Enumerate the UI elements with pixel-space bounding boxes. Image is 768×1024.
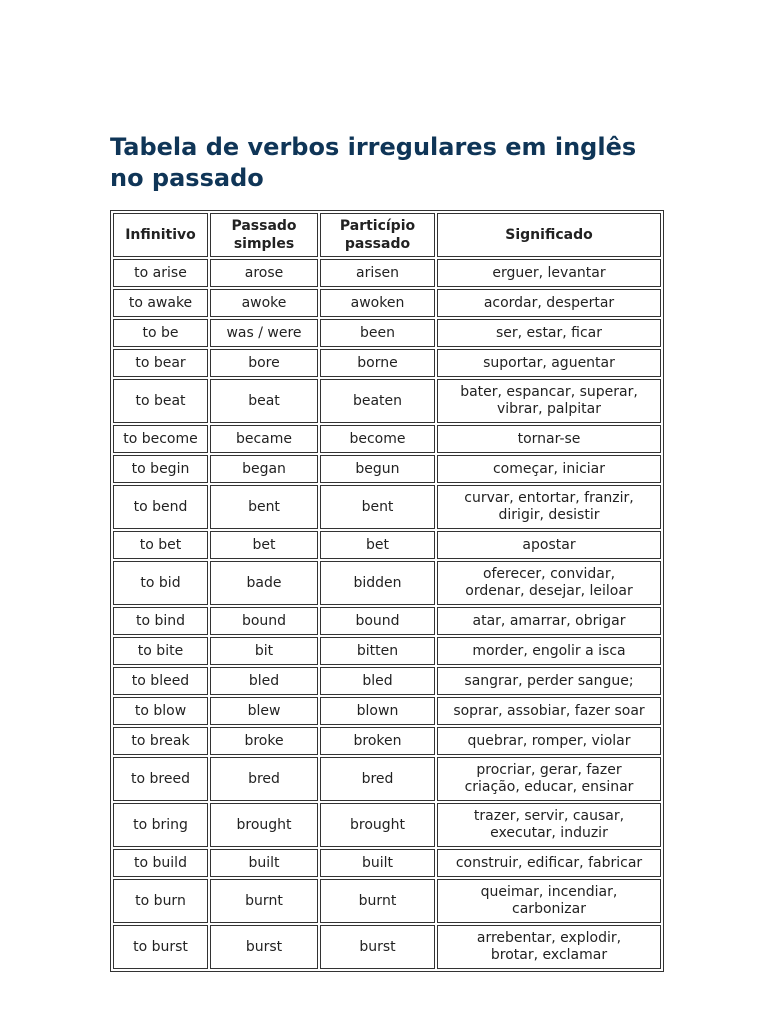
meaning-line: queimar, incendiar, xyxy=(480,884,618,900)
meaning-line: acordar, despertar xyxy=(483,294,615,311)
table-row xyxy=(113,879,661,923)
header-participle-line2: passado xyxy=(344,236,411,252)
meaning-line: apostar xyxy=(522,536,576,553)
meaning-cell xyxy=(437,455,661,483)
table-row xyxy=(113,425,661,453)
meaning-line: criação, educar, ensinar xyxy=(464,779,634,795)
meaning-cell xyxy=(437,727,661,755)
table-row xyxy=(113,667,661,695)
header-meaning: Significado xyxy=(437,213,661,257)
header-past-simple xyxy=(210,213,318,257)
participle-cell: bidden xyxy=(320,561,435,605)
participle-cell: blown xyxy=(320,697,435,725)
past-simple-cell: began xyxy=(210,455,318,483)
header-participle xyxy=(320,213,435,257)
past-simple-cell: bound xyxy=(210,607,318,635)
participle-cell: bet xyxy=(320,531,435,559)
past-simple-cell: was / were xyxy=(210,319,318,347)
participle-cell: awoken xyxy=(320,289,435,317)
meaning-line: erguer, levantar xyxy=(492,264,606,281)
past-simple-cell: brought xyxy=(210,803,318,847)
participle-cell: begun xyxy=(320,455,435,483)
meaning-cell xyxy=(437,531,661,559)
infinitive-cell: to burst xyxy=(113,925,208,969)
past-simple-cell: bet xyxy=(210,531,318,559)
past-simple-cell: became xyxy=(210,425,318,453)
meaning-cell xyxy=(437,485,661,529)
participle-cell: built xyxy=(320,849,435,877)
infinitive-cell: to burn xyxy=(113,879,208,923)
past-simple-cell: broke xyxy=(210,727,318,755)
table-body xyxy=(113,259,661,969)
infinitive-cell: to beat xyxy=(113,379,208,423)
meaning-cell xyxy=(437,879,661,923)
header-past-simple-line1: Passado xyxy=(231,218,297,234)
infinitive-cell: to bet xyxy=(113,531,208,559)
meaning-line: soprar, assobiar, fazer soar xyxy=(453,702,645,719)
infinitive-cell: to bind xyxy=(113,607,208,635)
infinitive-cell: to bite xyxy=(113,637,208,665)
meaning-line: brotar, exclamar xyxy=(490,947,608,963)
meaning-cell xyxy=(437,757,661,801)
meaning-line: curvar, entortar, franzir, xyxy=(464,490,634,506)
meaning-cell xyxy=(437,697,661,725)
meaning-cell xyxy=(437,561,661,605)
participle-cell: beaten xyxy=(320,379,435,423)
meaning-cell xyxy=(437,803,661,847)
past-simple-cell: bore xyxy=(210,349,318,377)
participle-cell: bitten xyxy=(320,637,435,665)
infinitive-cell: to begin xyxy=(113,455,208,483)
infinitive-cell: to build xyxy=(113,849,208,877)
meaning-cell xyxy=(437,289,661,317)
meaning-line: quebrar, romper, violar xyxy=(467,732,631,749)
table-row xyxy=(113,259,661,287)
table-row xyxy=(113,485,661,529)
participle-cell: been xyxy=(320,319,435,347)
infinitive-cell: to awake xyxy=(113,289,208,317)
meaning-line: carbonizar xyxy=(512,901,586,917)
meaning-cell xyxy=(437,319,661,347)
participle-cell: arisen xyxy=(320,259,435,287)
past-simple-cell: built xyxy=(210,849,318,877)
meaning-line: construir, edificar, fabricar xyxy=(455,854,643,871)
table-row xyxy=(113,925,661,969)
table-row xyxy=(113,803,661,847)
infinitive-cell: to arise xyxy=(113,259,208,287)
meaning-line: dirigir, desistir xyxy=(498,507,600,523)
infinitive-cell: to become xyxy=(113,425,208,453)
past-simple-cell: bred xyxy=(210,757,318,801)
participle-cell: become xyxy=(320,425,435,453)
meaning-line: ser, estar, ficar xyxy=(495,324,603,341)
participle-cell: burnt xyxy=(320,879,435,923)
page-title: Tabela de verbos irregulares em inglês no passado xyxy=(110,133,637,192)
participle-cell: bled xyxy=(320,667,435,695)
meaning-line: ordenar, desejar, leiloar xyxy=(465,583,633,599)
past-simple-cell: bent xyxy=(210,485,318,529)
header-past-simple-line2: simples xyxy=(233,236,295,252)
participle-cell: borne xyxy=(320,349,435,377)
meaning-line: vibrar, palpitar xyxy=(496,401,601,417)
table-row xyxy=(113,531,661,559)
past-simple-cell: awoke xyxy=(210,289,318,317)
meaning-cell xyxy=(437,425,661,453)
table-row xyxy=(113,607,661,635)
past-simple-cell: bade xyxy=(210,561,318,605)
meaning-line: arrebentar, explodir, xyxy=(476,930,622,946)
table-row xyxy=(113,289,661,317)
past-simple-cell: bled xyxy=(210,667,318,695)
past-simple-cell: beat xyxy=(210,379,318,423)
table-row xyxy=(113,379,661,423)
meaning-cell xyxy=(437,925,661,969)
table-row xyxy=(113,349,661,377)
table-row xyxy=(113,319,661,347)
header-row xyxy=(113,213,661,257)
table-row xyxy=(113,757,661,801)
participle-cell: bent xyxy=(320,485,435,529)
infinitive-cell: to blow xyxy=(113,697,208,725)
meaning-line: começar, iniciar xyxy=(492,460,606,477)
table-container xyxy=(110,210,664,972)
participle-cell: broken xyxy=(320,727,435,755)
table-row xyxy=(113,849,661,877)
meaning-line: oferecer, convidar, xyxy=(482,566,616,582)
meaning-line: morder, engolir a isca xyxy=(472,642,626,659)
infinitive-cell: to be xyxy=(113,319,208,347)
participle-cell: bred xyxy=(320,757,435,801)
header-infinitive: Infinitivo xyxy=(113,213,208,257)
infinitive-cell: to breed xyxy=(113,757,208,801)
meaning-line: atar, amarrar, obrigar xyxy=(472,612,626,629)
participle-cell: bound xyxy=(320,607,435,635)
infinitive-cell: to break xyxy=(113,727,208,755)
past-simple-cell: burnt xyxy=(210,879,318,923)
infinitive-cell: to bend xyxy=(113,485,208,529)
meaning-cell xyxy=(437,667,661,695)
meaning-line: tornar-se xyxy=(517,430,581,447)
meaning-cell xyxy=(437,607,661,635)
table-row xyxy=(113,561,661,605)
table-row xyxy=(113,637,661,665)
meaning-line: suportar, aguentar xyxy=(483,354,615,371)
header-participle-line1: Particípio xyxy=(339,218,416,234)
meaning-line: sangrar, perder sangue; xyxy=(464,672,634,689)
meaning-cell xyxy=(437,349,661,377)
meaning-line: executar, induzir xyxy=(490,825,608,841)
meaning-cell xyxy=(437,849,661,877)
irregular-verbs-table xyxy=(110,210,664,972)
past-simple-cell: blew xyxy=(210,697,318,725)
infinitive-cell: to bid xyxy=(113,561,208,605)
meaning-line: trazer, servir, causar, xyxy=(473,808,625,824)
table-row xyxy=(113,455,661,483)
table-row xyxy=(113,697,661,725)
past-simple-cell: burst xyxy=(210,925,318,969)
past-simple-cell: arose xyxy=(210,259,318,287)
infinitive-cell: to bring xyxy=(113,803,208,847)
meaning-line: bater, espancar, superar, xyxy=(460,384,638,400)
participle-cell: brought xyxy=(320,803,435,847)
participle-cell: burst xyxy=(320,925,435,969)
past-simple-cell: bit xyxy=(210,637,318,665)
meaning-cell xyxy=(437,379,661,423)
infinitive-cell: to bear xyxy=(113,349,208,377)
meaning-cell xyxy=(437,259,661,287)
meaning-line: procriar, gerar, fazer xyxy=(476,762,622,778)
meaning-cell xyxy=(437,637,661,665)
table-row xyxy=(113,727,661,755)
infinitive-cell: to bleed xyxy=(113,667,208,695)
